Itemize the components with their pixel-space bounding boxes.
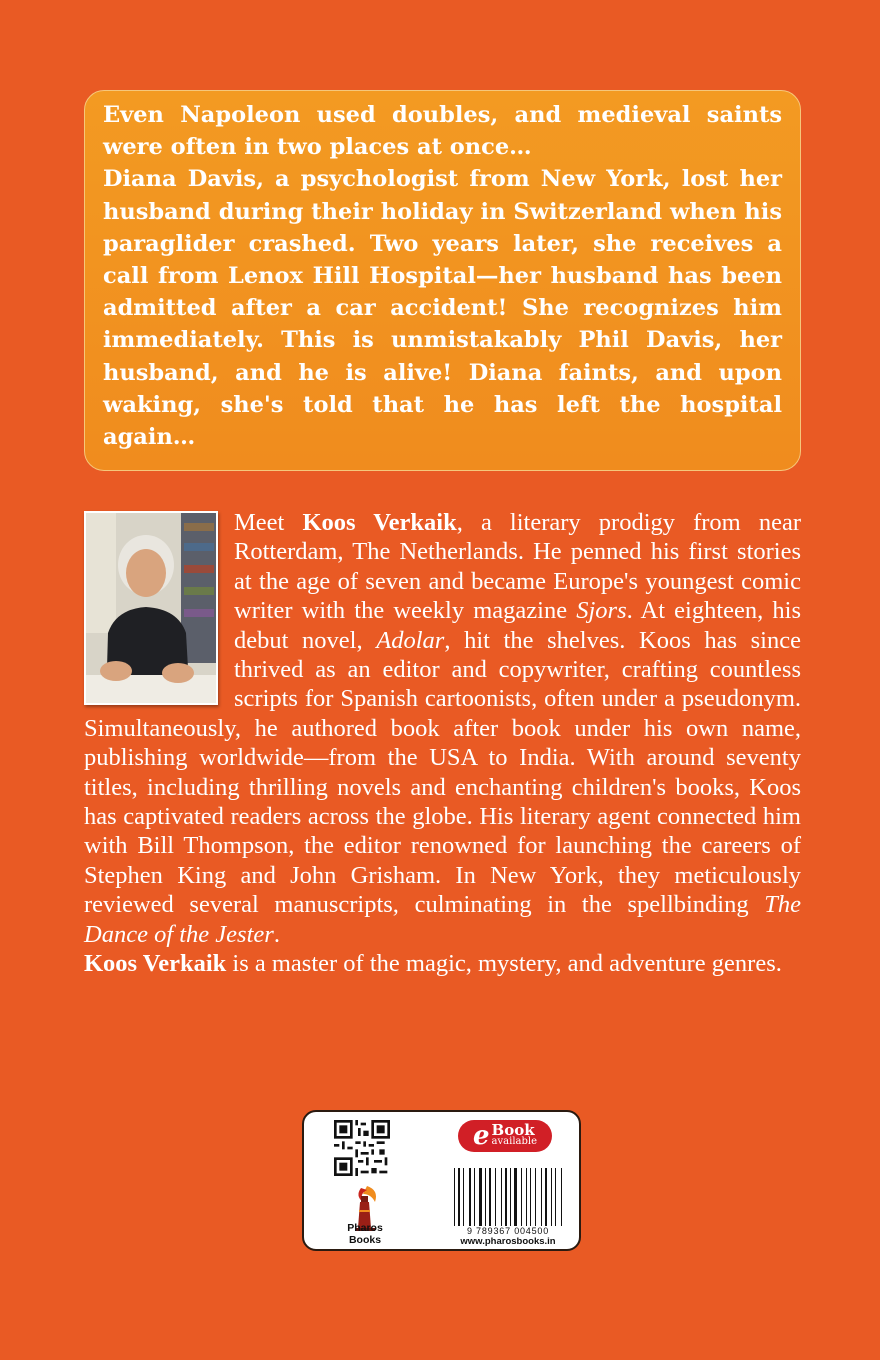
qr-code-icon[interactable] (334, 1120, 390, 1176)
author-photo (84, 511, 218, 705)
isbn-number: 9 789367 004500 (466, 1226, 550, 1236)
closing-author-name: Koos Verkaik (84, 950, 227, 978)
closing-line: Koos Verkaik is a master of the magic, mystery, and adventure genres. (84, 950, 782, 978)
novel-title: Adolar (376, 626, 445, 654)
publisher-panel (302, 1110, 581, 1251)
bio-paragraph: Meet Koos Verkaik, a literary prodigy from near Rotterdam, The Netherlands. He penned his first stories at the age of seven and became Europe's youngest comic writer with the weekly magazine Sjors. At eighteen, his debut novel, Adolar, hit the shelves. Koos has since thrived as an editor and copywriter, crafting countless scripts for Spanish cartoonists, often under a pseudonym. Simultaneously, he authored book after book under his own name, publishing worldwide—from the USA to India. With around seventy titles, including thrilling novels and enchanting children's books, Koos has captivated readers across the globe. His literary agent connected him with Bill Thompson, the editor renowned for launching the careers of Stephen King and John Grisham. In New York, they meticulously reviewed several manuscripts, culminating in the spellbinding The Dance of the Jester. (84, 509, 801, 948)
ebook-badge[interactable]: e Book available (458, 1120, 552, 1152)
author-bio (84, 508, 801, 979)
publisher-name: Pharos Books (347, 1222, 383, 1246)
barcode (452, 1168, 564, 1228)
publisher-logo (330, 1182, 400, 1246)
synopsis-intro: Even Napoleon used doubles, and medieval saints were often in two places at once… (103, 102, 782, 161)
author-name: Koos Verkaik (302, 509, 457, 536)
synopsis-text: Diana Davis, a psychologist from New York, lost her husband during their holiday in Switzerland when his paraglider crashed. Two years later, she receives a call from Lenox Hill Hospital—her husband has been admitted after a car accident! She recognizes him immediately. This is unmistakably Phil Davis, her husband, and he is alive! Diana faints, and upon waking, she's told that he has left the hospital again… (103, 166, 782, 451)
book-title: The Dance of the Jester (84, 891, 801, 948)
publisher-website[interactable]: www.pharosbooks.in (460, 1236, 556, 1247)
magazine-title: Sjors (576, 597, 627, 625)
synopsis-box (84, 90, 801, 471)
